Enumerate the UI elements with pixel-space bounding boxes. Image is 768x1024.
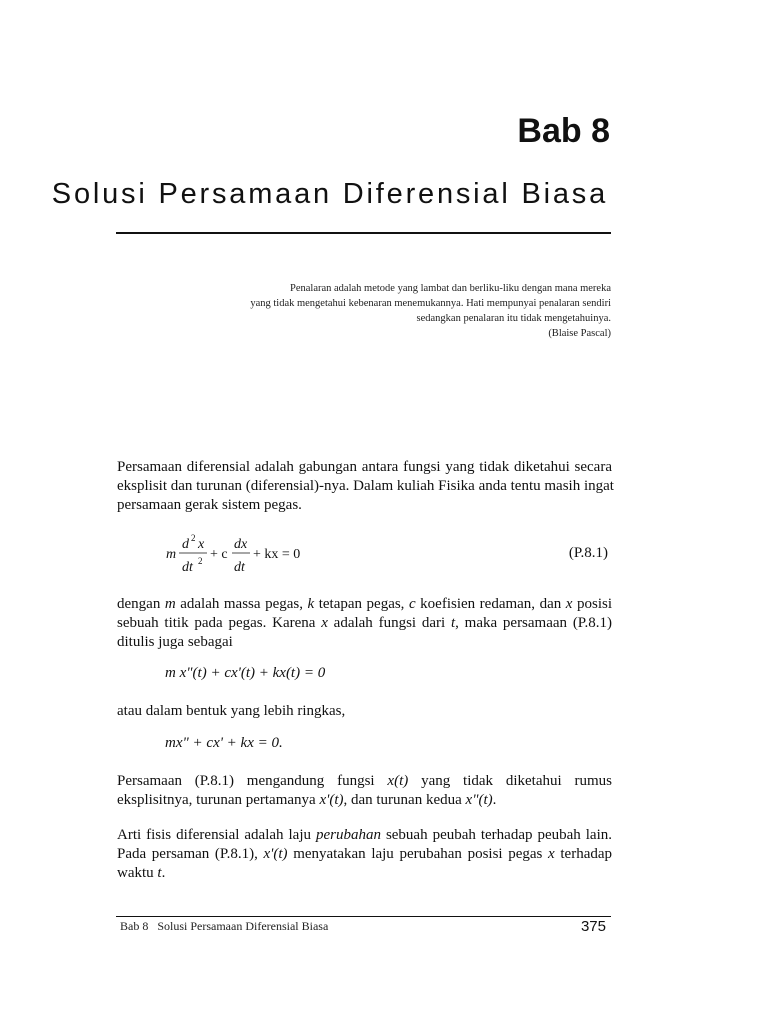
paragraph-5 xyxy=(117,826,612,883)
text: tetapan pegas, xyxy=(314,596,409,612)
var-x-prime: x'(t) xyxy=(319,792,344,808)
var-xt: x(t) xyxy=(387,773,409,789)
text: . xyxy=(492,792,497,808)
eq-num1-x: x xyxy=(198,537,205,552)
chapter-number: Bab 8 xyxy=(517,112,610,150)
text: , maka persamaan (P.8.1) xyxy=(455,615,612,631)
var-t: t xyxy=(157,865,162,881)
equation-2: m x"(t) + cx'(t) + kx(t) = 0 xyxy=(165,665,326,681)
footer-running-title: Bab 8 Solusi Persamaan Diferensial Biasa xyxy=(120,919,329,933)
epigraph-line: sedangkan penalaran itu tidak mengetahuinya. xyxy=(416,313,611,324)
paragraph-2 xyxy=(117,595,612,652)
text-line xyxy=(117,845,612,864)
text-line xyxy=(117,864,612,883)
text: adalah fungsi dari xyxy=(327,615,451,631)
var-m: m xyxy=(164,596,176,612)
equation-3: mx" + cx' + kx = 0. xyxy=(165,735,283,751)
eq-num1-d: d xyxy=(182,537,189,552)
paragraph-3 xyxy=(117,702,612,721)
var-x: x xyxy=(565,596,573,612)
eq-tail: + kx = 0 xyxy=(253,547,301,562)
title-rule xyxy=(116,232,611,234)
eq-den2: dt xyxy=(234,560,245,575)
var-x-prime: x'(t) xyxy=(263,846,288,862)
eq-sup1: 2 xyxy=(191,533,196,543)
emphasis: perubahan xyxy=(315,827,381,843)
text-line: atau dalam bentuk yang lebih ringkas, xyxy=(117,703,346,719)
var-k: k xyxy=(307,596,315,612)
text: Arti fisis diferensial adalah laju xyxy=(117,827,316,843)
text: adalah massa pegas, xyxy=(175,596,308,612)
text: yang tidak diketahui rumus xyxy=(408,773,612,789)
text: waktu xyxy=(117,865,158,881)
text: sebuah peubah terhadap peubah lain. xyxy=(380,827,612,843)
var-x-double-prime: x"(t) xyxy=(465,792,493,808)
text: eksplisitnya, turunan pertamanya xyxy=(117,792,320,808)
eq-den1: dt xyxy=(182,560,193,575)
text: posisi xyxy=(572,596,612,612)
eq-sup2: 2 xyxy=(198,556,203,566)
text-line: Persamaan diferensial adalah gabungan antara fungsi yang tidak diketahui secara xyxy=(117,459,612,475)
var-t: t xyxy=(450,615,456,631)
text-line xyxy=(117,595,612,614)
text-line xyxy=(117,791,612,810)
text: menyatakan laju perubahan posisi pegas xyxy=(287,846,549,862)
text: Pada persaman (P.8.1), xyxy=(117,846,264,862)
var-x: x xyxy=(548,846,555,862)
text-line: ditulis juga sebagai xyxy=(117,634,233,650)
text: terhadap xyxy=(554,846,613,862)
var-c: c xyxy=(408,596,416,612)
paragraph-4 xyxy=(117,772,612,810)
epigraph xyxy=(231,281,611,341)
text-line xyxy=(117,772,612,791)
footer-rule xyxy=(116,916,611,917)
chapter-title: Solusi Persamaan Diferensial Biasa xyxy=(51,178,608,210)
text-line: eksplisit dan turunan (diferensial)-nya. Dalam kuliah Fisika anda tentu masih ingat xyxy=(117,478,614,494)
epigraph-line: yang tidak mengetahui kebenaran menemukannya. Hati mempunyai penalaran sendiri xyxy=(250,298,611,309)
text: dengan xyxy=(117,596,165,612)
eq-plus-c: + c xyxy=(210,547,228,562)
text: . xyxy=(161,865,166,881)
page-number: 375 xyxy=(580,918,606,935)
text: sebuah titik pada pegas. Karena xyxy=(117,615,322,631)
equation-label: (P.8.1) xyxy=(568,545,608,561)
epigraph-line: Penalaran adalah metode yang lambat dan berliku-liku dengan mana mereka xyxy=(290,283,611,294)
intro-paragraph xyxy=(117,458,612,515)
equation-p81 xyxy=(160,528,360,580)
eq-num2: dx xyxy=(234,537,248,552)
text-line xyxy=(117,826,612,845)
text-line xyxy=(117,614,612,633)
text-line: persamaan gerak sistem pegas. xyxy=(117,497,302,513)
text: koefisien redaman, dan xyxy=(415,596,566,612)
eq-m: m xyxy=(166,547,177,562)
text: Persamaan (P.8.1) mengandung fungsi xyxy=(117,773,388,789)
text: , dan turunan kedua xyxy=(343,792,466,808)
epigraph-attribution: (Blaise Pascal) xyxy=(548,328,611,339)
var-x: x xyxy=(321,615,328,631)
